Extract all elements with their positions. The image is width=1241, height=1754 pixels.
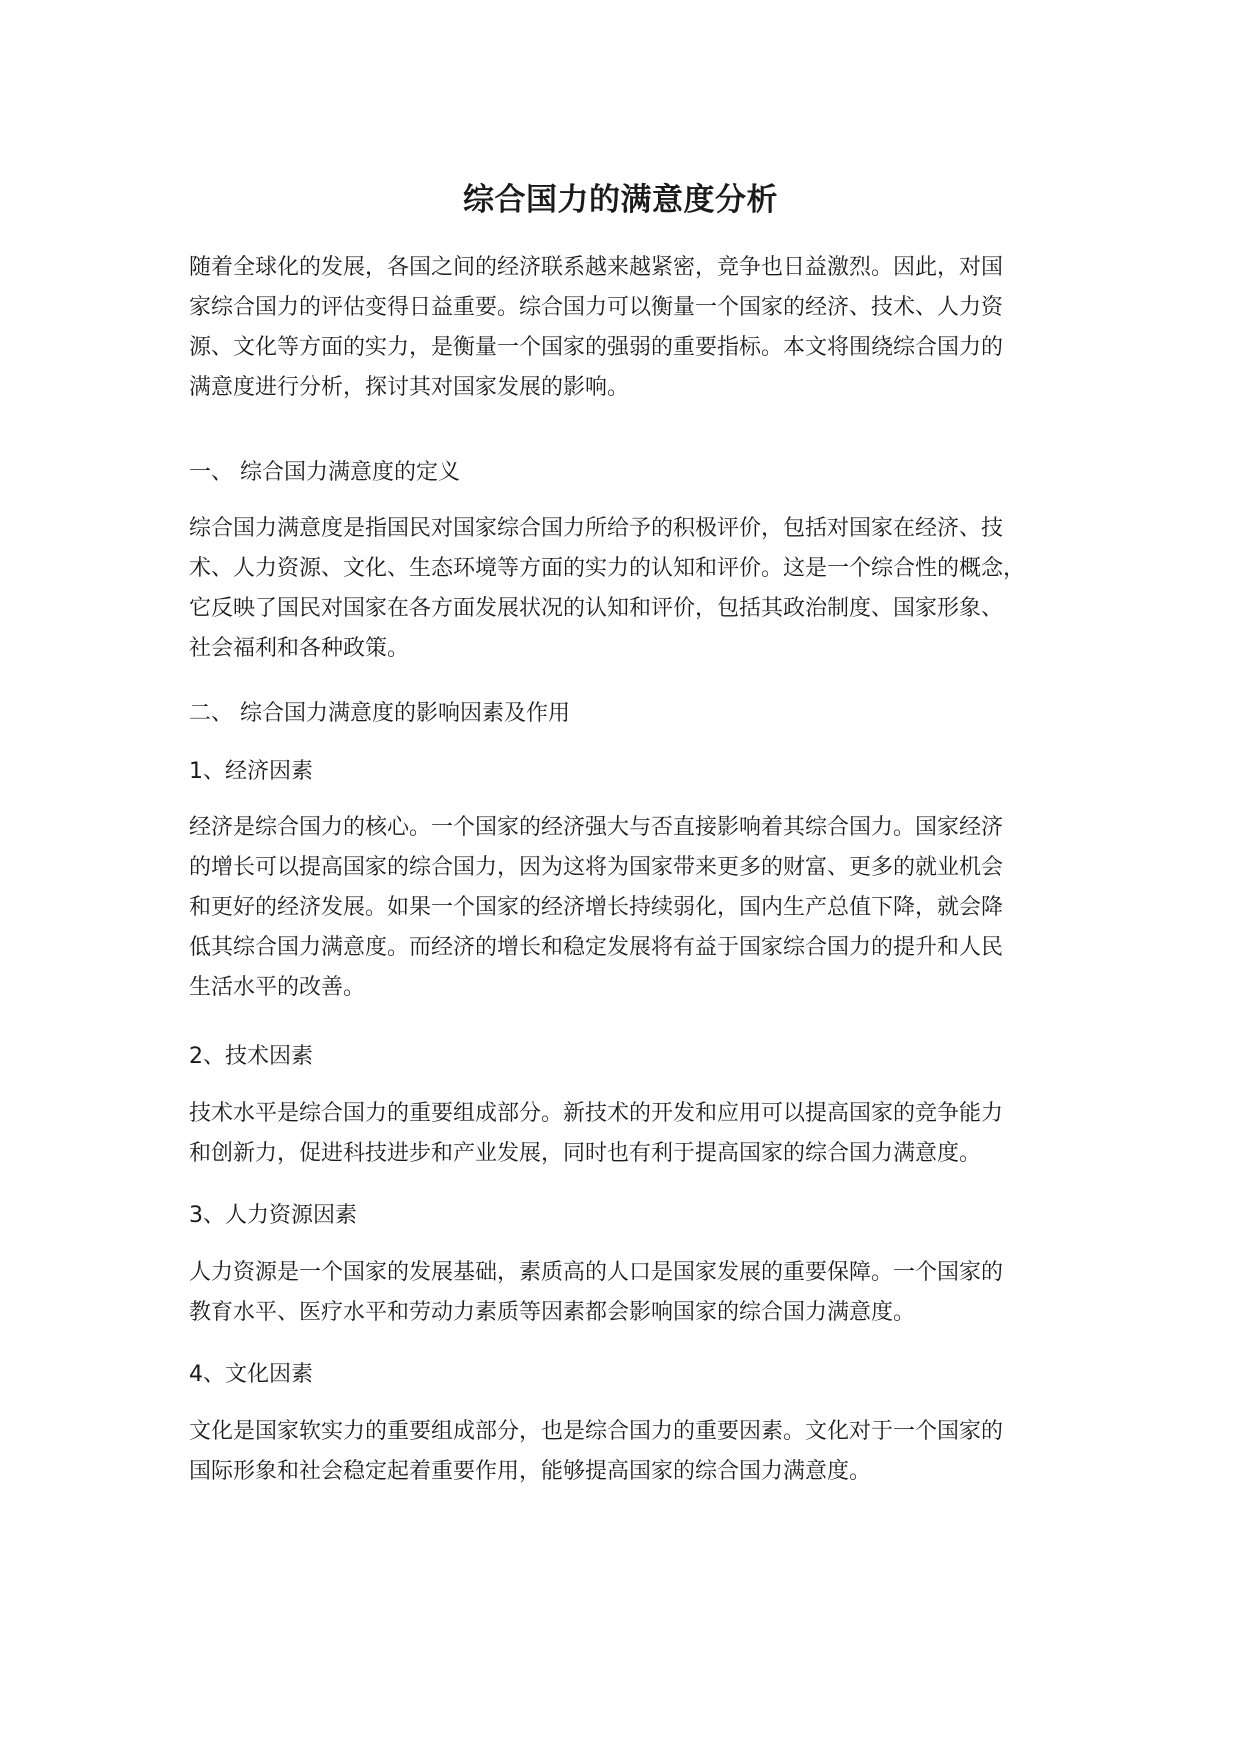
paragraph-line: 低其综合国力满意度。而经济的增长和稳定发展将有益于国家综合国力的提升和人民: [189, 935, 1004, 960]
paragraph-line: 技术水平是综合国力的重要组成部分。新技术的开发和应用可以提高国家的竞争能力: [189, 1101, 1004, 1126]
paragraph-line: 社会福利和各种政策。: [189, 636, 410, 661]
paragraph-line: 人力资源是一个国家的发展基础，素质高的人口是国家发展的重要保障。一个国家的: [189, 1260, 1004, 1285]
paragraph-line: 文化是国家软实力的重要组成部分，也是综合国力的重要因素。文化对于一个国家的: [189, 1419, 1004, 1444]
intro-paragraph: [189, 248, 1055, 408]
section-heading-factors: 二、 综合国力满意度的影响因素及作用: [189, 701, 570, 726]
paragraph-line: 综合国力满意度是指国民对国家综合国力所给予的积极评价，包括对国家在经济、技: [189, 516, 1004, 541]
paragraph-line: 和创新力，促进科技进步和产业发展，同时也有利于提高国家的综合国力满意度。: [189, 1141, 982, 1166]
paragraph-line: 家综合国力的评估变得日益重要。综合国力可以衡量一个国家的经济、技术、人力资: [189, 295, 1004, 320]
paragraph-line: 的增长可以提高国家的综合国力，因为这将为国家带来更多的财富、更多的就业机会: [189, 855, 1004, 880]
paragraph-line: 经济是综合国力的核心。一个国家的经济强大与否直接影响着其综合国力。国家经济: [189, 815, 1004, 840]
document-title: 综合国力的满意度分析: [463, 182, 778, 218]
subheading-human-resources: 3、人力资源因素: [189, 1203, 357, 1228]
paragraph-line: 和更好的经济发展。如果一个国家的经济增长持续弱化，国内生产总值下降，就会降: [189, 895, 1004, 920]
definition-paragraph: [189, 509, 1055, 669]
paragraph-line: 教育水平、医疗水平和劳动力素质等因素都会影响国家的综合国力满意度。: [189, 1300, 916, 1325]
subheading-technology: 2、技术因素: [189, 1044, 313, 1069]
economy-paragraph: [189, 808, 1055, 1008]
human-resources-paragraph: [189, 1253, 1055, 1333]
paragraph-line: 它反映了国民对国家在各方面发展状况的认知和评价，包括其政治制度、国家形象、: [189, 596, 1004, 621]
paragraph-line: 国际形象和社会稳定起着重要作用，能够提高国家的综合国力满意度。: [189, 1459, 872, 1484]
subheading-economy: 1、经济因素: [189, 759, 313, 784]
paragraph-line: 源、文化等方面的实力，是衡量一个国家的强弱的重要指标。本文将围绕综合国力的: [189, 335, 1004, 360]
paragraph-line: 随着全球化的发展，各国之间的经济联系越来越紧密，竞争也日益激烈。因此，对国: [189, 255, 1004, 280]
paragraph-line: 术、人力资源、文化、生态环境等方面的实力的认知和评价。这是一个综合性的概念，: [189, 556, 1026, 581]
technology-paragraph: [189, 1094, 1055, 1174]
paragraph-line: 满意度进行分析，探讨其对国家发展的影响。: [189, 375, 630, 400]
subheading-culture: 4、文化因素: [189, 1362, 313, 1387]
section-heading-definition: 一、 综合国力满意度的定义: [189, 460, 460, 485]
paragraph-line: 生活水平的改善。: [189, 975, 366, 1000]
culture-paragraph: [189, 1412, 1055, 1492]
